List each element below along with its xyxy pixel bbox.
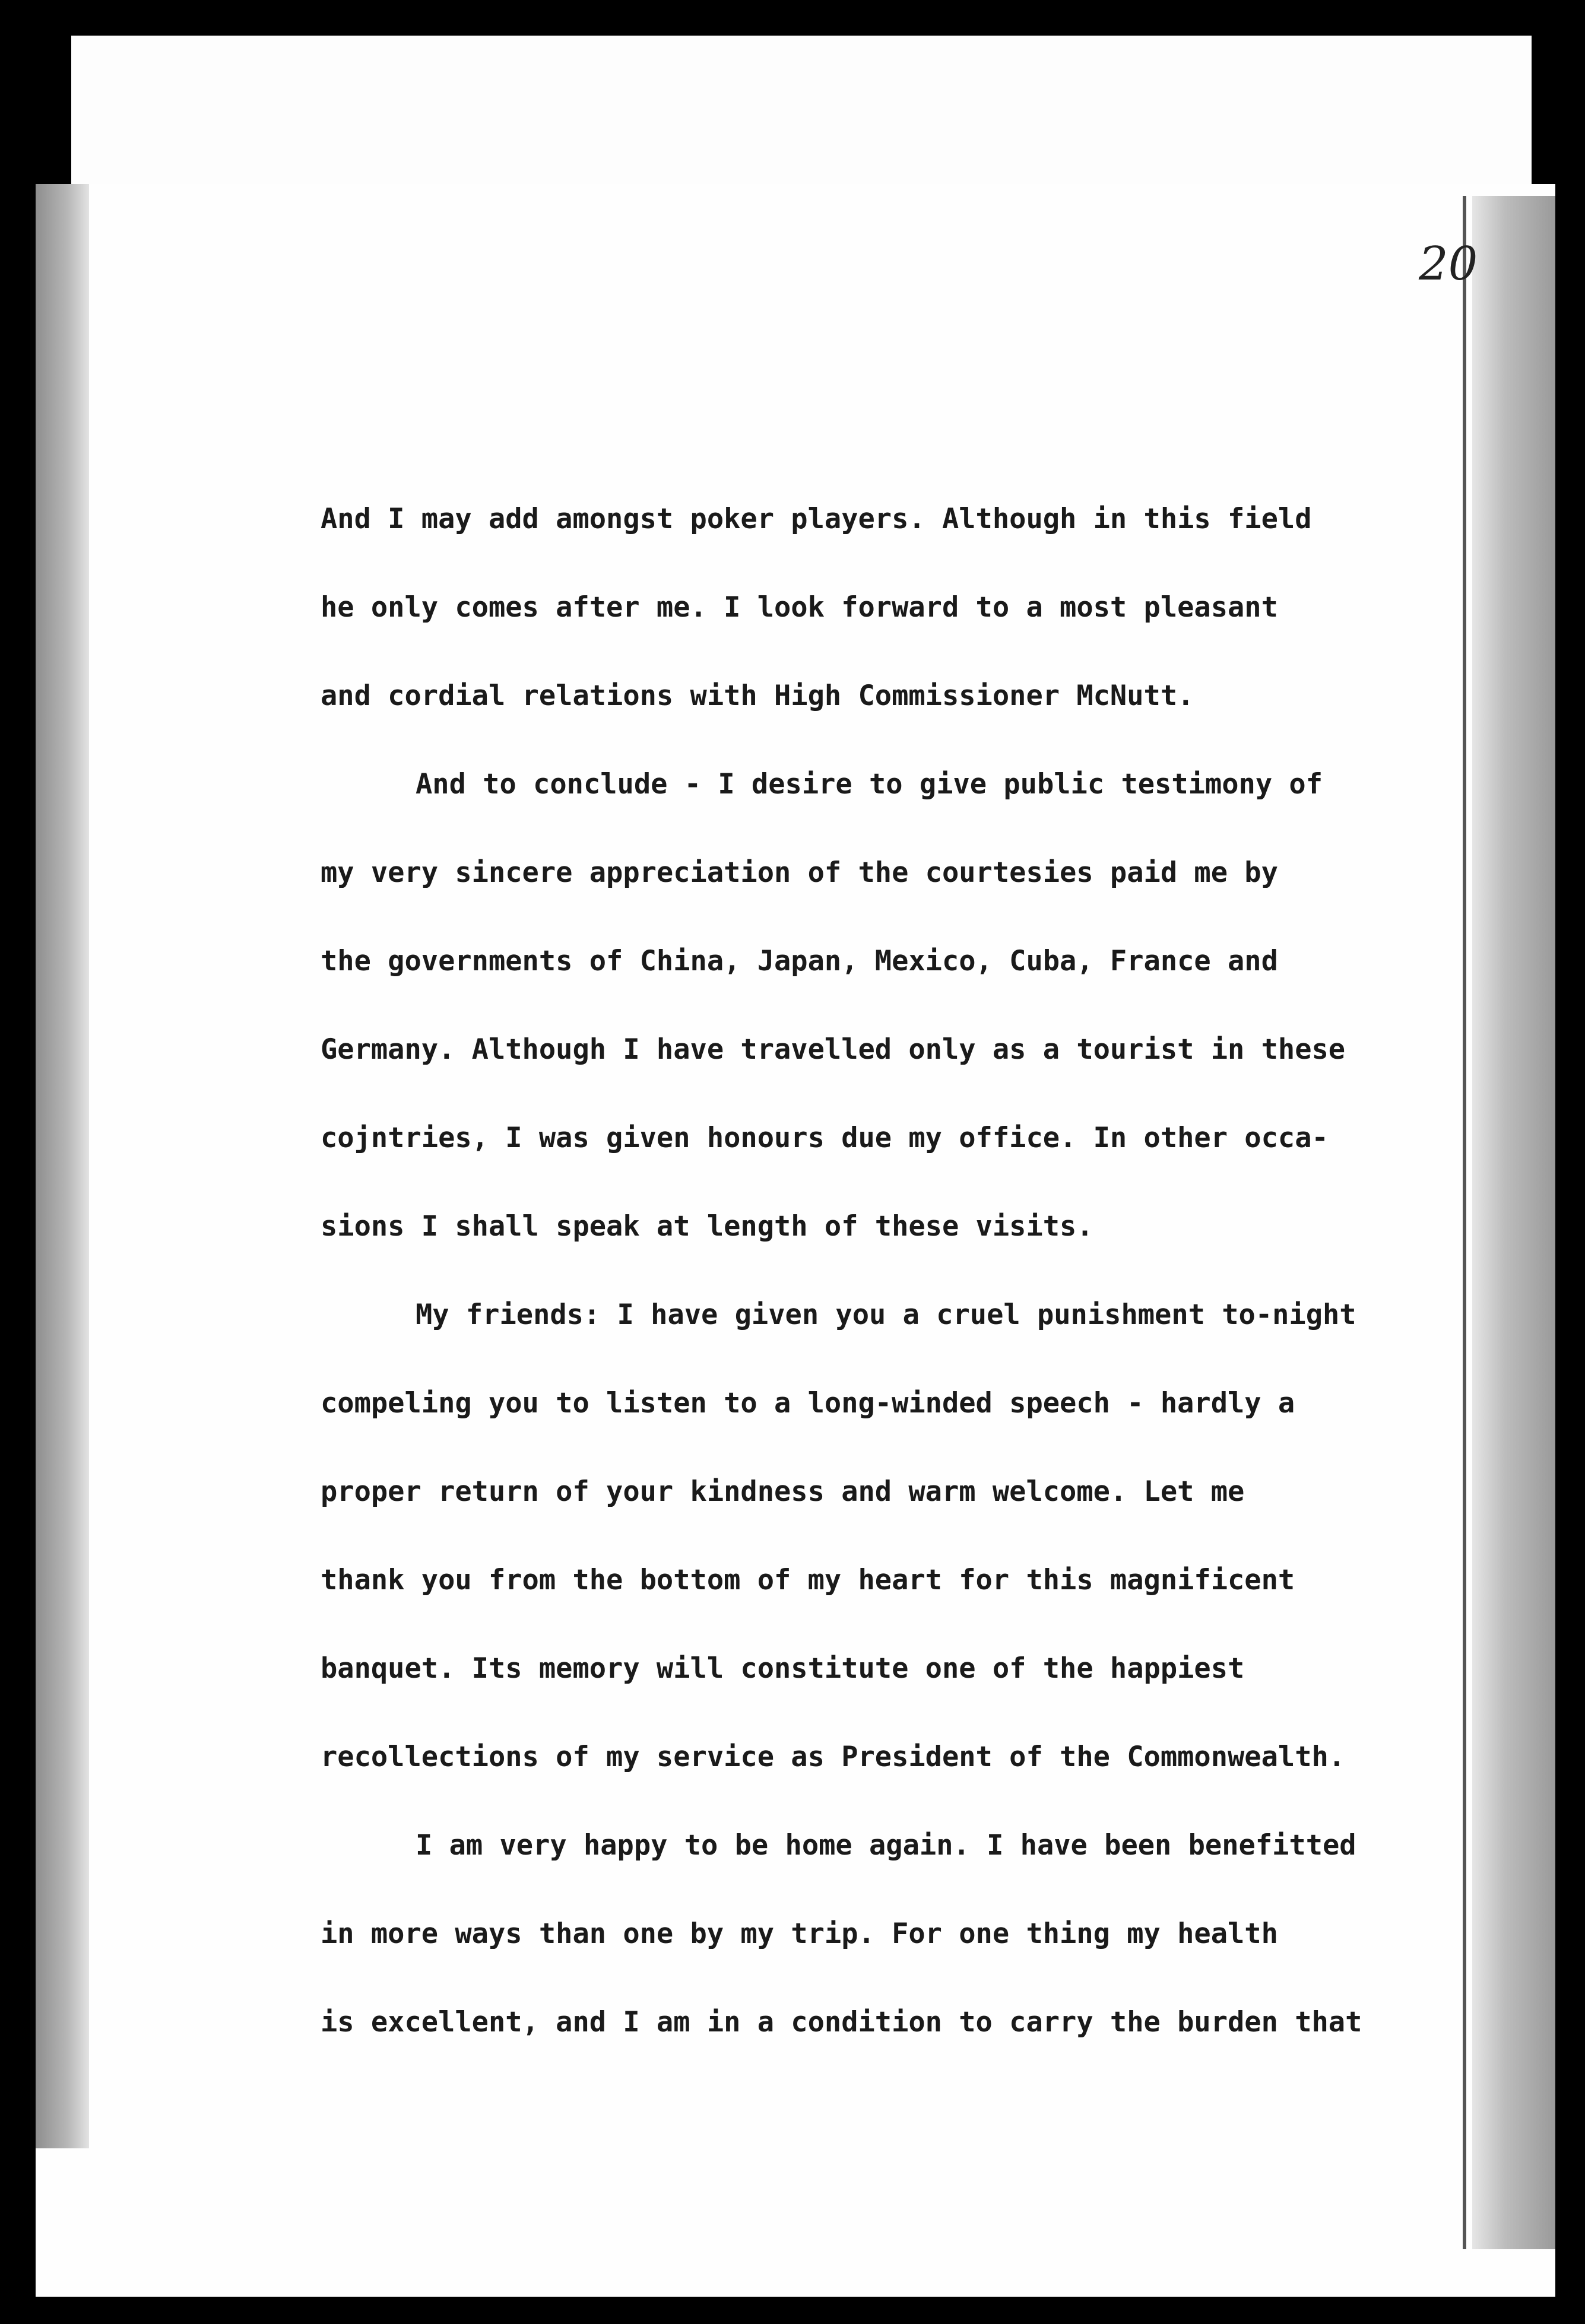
text-line: thank you from the bottom of my heart for this magnificent [321, 1564, 1295, 1596]
page-number: 20 [1419, 237, 1478, 291]
text-line: in more ways than one by my trip. For one thing my health [321, 1917, 1278, 1950]
text-line: recollections of my service as President of the Commonwealth. [321, 1741, 1346, 1773]
scan-edge-right [1463, 196, 1466, 2249]
text-line: And to conclude - I desire to give public testimony of [416, 768, 1323, 801]
text-line: the governments of China, Japan, Mexico, Cuba, France and [321, 945, 1278, 977]
text-line: Germany. Although I have travelled only as a tourist in these [321, 1033, 1346, 1066]
body-text [321, 496, 1448, 2087]
text-line: banquet. Its memory will constitute one of the happiest [321, 1652, 1245, 1685]
scan-margin-right [1472, 196, 1555, 2249]
text-line: sions I shall speak at length of these visits. [321, 1210, 1093, 1243]
text-line: and cordial relations with High Commissioner McNutt. [321, 680, 1194, 712]
text-line: he only comes after me. I look forward to a most pleasant [321, 591, 1278, 624]
text-line: cojntries, I was given honours due my office. In other occa- [321, 1122, 1329, 1154]
text-line: My friends: I have given you a cruel punishment to-night [416, 1298, 1356, 1331]
scan-margin-left [36, 184, 89, 2148]
text-line: compeling you to listen to a long-winded speech - hardly a [321, 1387, 1295, 1420]
text-line: proper return of your kindness and warm welcome. Let me [321, 1475, 1245, 1508]
text-line: And I may add amongst poker players. Although in this field [321, 503, 1312, 535]
text-line: my very sincere appreciation of the courtesies paid me by [321, 856, 1278, 889]
text-line: I am very happy to be home again. I have been benefitted [416, 1829, 1356, 1862]
text-line: is excellent, and I am in a condition to carry the burden that [321, 2006, 1362, 2039]
